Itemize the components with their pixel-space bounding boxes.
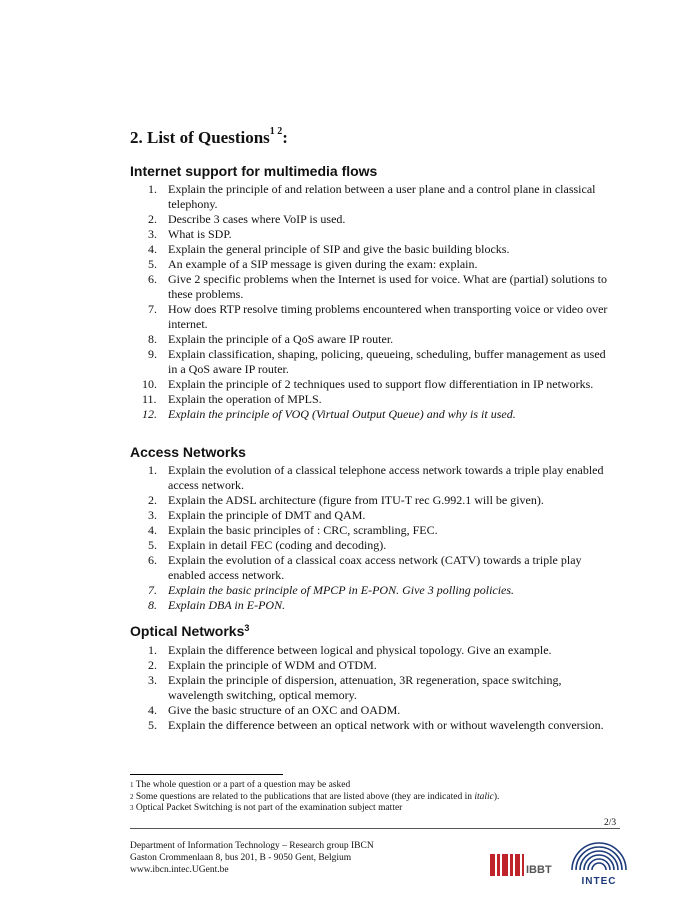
question-item bbox=[130, 583, 614, 598]
question-item bbox=[130, 523, 614, 538]
question-text: Explain the ADSL architecture (figure from ITU-T rec G.992.1 will be given). bbox=[168, 493, 544, 507]
question-text: Explain the basic principle of MPCP in E-PON. Give 3 polling policies. bbox=[168, 583, 515, 597]
question-item bbox=[130, 302, 614, 332]
question-number: 12. bbox=[142, 407, 157, 421]
question-text: Explain the evolution of a classical coax access network (CATV) towards a triple play enabled access network. bbox=[168, 553, 582, 582]
footnote-1: $^1$ The whole question or a part of a question may be asked bbox=[130, 780, 351, 790]
question-list-internet bbox=[130, 182, 614, 422]
intec-logo bbox=[566, 838, 632, 886]
question-text: Explain DBA in E-PON. bbox=[168, 598, 286, 612]
question-number: 11. bbox=[142, 392, 157, 406]
footnote-separator bbox=[130, 774, 283, 775]
question-text: Give 2 specific problems when the Internet is used for voice. What are (partial) solutions to these problems. bbox=[168, 272, 607, 301]
address-line-street: Gaston Crommenlaan 8, bus 201, B - 9050 Gent, Belgium bbox=[130, 853, 352, 863]
question-item bbox=[130, 643, 614, 658]
page-number: 2/3 bbox=[604, 818, 617, 828]
question-item bbox=[130, 227, 614, 242]
intec-logo-text: INTEC bbox=[581, 876, 617, 886]
section-heading-internet: Internet support for multimedia flows bbox=[130, 163, 378, 179]
question-number: 5. bbox=[148, 538, 157, 552]
question-number: 3. bbox=[148, 508, 157, 522]
question-text: Explain the principle of VOQ (Virtual Output Queue) and why is it used. bbox=[168, 407, 516, 421]
question-item bbox=[130, 703, 614, 718]
question-number: 5. bbox=[148, 257, 157, 271]
footnotes bbox=[130, 780, 499, 815]
question-number: 2. bbox=[148, 493, 157, 507]
question-item bbox=[130, 658, 614, 673]
question-number: 10. bbox=[142, 377, 157, 391]
question-number: 8. bbox=[148, 332, 157, 346]
question-item bbox=[130, 718, 614, 733]
question-number: 3. bbox=[148, 227, 157, 241]
ibbt-logo-text: IBBT bbox=[526, 864, 552, 876]
question-item bbox=[130, 538, 614, 553]
question-item bbox=[130, 392, 614, 407]
question-item bbox=[130, 493, 614, 508]
footer-divider bbox=[130, 828, 620, 829]
page-title: 2. List of Questions$^{1 2}$: bbox=[130, 126, 288, 147]
question-item bbox=[130, 272, 614, 302]
question-number: 4. bbox=[148, 703, 157, 717]
section-heading-optical: Optical Networks$^3$ bbox=[130, 623, 250, 639]
question-number: 6. bbox=[148, 553, 157, 567]
question-text: Explain the principle of dispersion, attenuation, 3R regeneration, space switching, wavelength switching, optical memory. bbox=[168, 673, 562, 702]
question-text: Explain the principle of and relation between a user plane and a control plane in classical telephony. bbox=[168, 182, 596, 211]
question-text: Describe 3 cases where VoIP is used. bbox=[168, 212, 346, 226]
question-text: Explain in detail FEC (coding and decoding). bbox=[168, 538, 387, 552]
question-number: 1. bbox=[148, 643, 157, 657]
question-text: Explain the basic principles of : CRC, scrambling, FEC. bbox=[168, 523, 438, 537]
question-number: 7. bbox=[148, 302, 157, 316]
question-item bbox=[130, 332, 614, 347]
question-number: 6. bbox=[148, 272, 157, 286]
footer-address bbox=[130, 840, 374, 876]
question-text: Explain the operation of MPLS. bbox=[168, 392, 322, 406]
question-number: 8. bbox=[148, 598, 157, 612]
footnote-2: $^2$ Some questions are related to the publications that are listed above (they are indicated in italic). bbox=[130, 791, 500, 802]
question-number: 5. bbox=[148, 718, 157, 732]
question-list-optical bbox=[130, 643, 614, 733]
question-number: 3. bbox=[148, 673, 157, 687]
footnote-3: $^3$ Optical Packet Switching is not part of the examination subject matter bbox=[130, 803, 403, 813]
question-list-access bbox=[130, 463, 614, 613]
question-text: Explain the principle of WDM and OTDM. bbox=[168, 658, 377, 672]
question-number: 1. bbox=[148, 182, 157, 196]
question-text: Explain the difference between an optical network with or without wavelength conversion. bbox=[168, 718, 604, 732]
question-text: Explain the principle of 2 techniques used to support flow differentiation in IP networks. bbox=[168, 377, 594, 391]
question-number: 2. bbox=[148, 658, 157, 672]
ibbt-logo bbox=[490, 850, 560, 878]
question-item bbox=[130, 407, 614, 422]
question-item bbox=[130, 377, 614, 392]
question-text: Give the basic structure of an OXC and OADM. bbox=[168, 703, 401, 717]
question-item bbox=[130, 257, 614, 272]
question-item bbox=[130, 553, 614, 583]
question-text: Explain the evolution of a classical telephone access network towards a triple play enabled access network. bbox=[168, 463, 604, 492]
question-item bbox=[130, 242, 614, 257]
question-item bbox=[130, 508, 614, 523]
section-heading-access: Access Networks bbox=[130, 444, 246, 460]
question-number: 2. bbox=[148, 212, 157, 226]
question-text: An example of a SIP message is given during the exam: explain. bbox=[168, 257, 478, 271]
title-footnote-refs: 1 2 bbox=[269, 126, 283, 137]
question-text: Explain the difference between logical and physical topology. Give an example. bbox=[168, 643, 552, 657]
question-text: How does RTP resolve timing problems encountered when transporting voice or video over internet. bbox=[168, 302, 608, 331]
question-item bbox=[130, 673, 614, 703]
section-footnote-ref: 3 bbox=[244, 623, 250, 633]
question-number: 9. bbox=[148, 347, 157, 361]
question-item bbox=[130, 212, 614, 227]
question-number: 7. bbox=[148, 583, 157, 597]
address-line-website: www.ibcn.intec.UGent.be bbox=[130, 865, 229, 875]
question-item bbox=[130, 463, 614, 493]
address-line-department: Department of Information Technology – Research group IBCN bbox=[130, 841, 374, 851]
question-number: 4. bbox=[148, 523, 157, 537]
question-item bbox=[130, 182, 614, 212]
question-item bbox=[130, 598, 614, 613]
question-number: 1. bbox=[148, 463, 157, 477]
question-number: 4. bbox=[148, 242, 157, 256]
question-item bbox=[130, 347, 614, 377]
question-text: What is SDP. bbox=[168, 227, 232, 241]
question-text: Explain the principle of DMT and QAM. bbox=[168, 508, 366, 522]
question-text: Explain the principle of a QoS aware IP router. bbox=[168, 332, 394, 346]
question-text: Explain classification, shaping, policing, queueing, scheduling, buffer management as used in a QoS aware IP router. bbox=[168, 347, 606, 376]
question-text: Explain the general principle of SIP and give the basic building blocks. bbox=[168, 242, 510, 256]
